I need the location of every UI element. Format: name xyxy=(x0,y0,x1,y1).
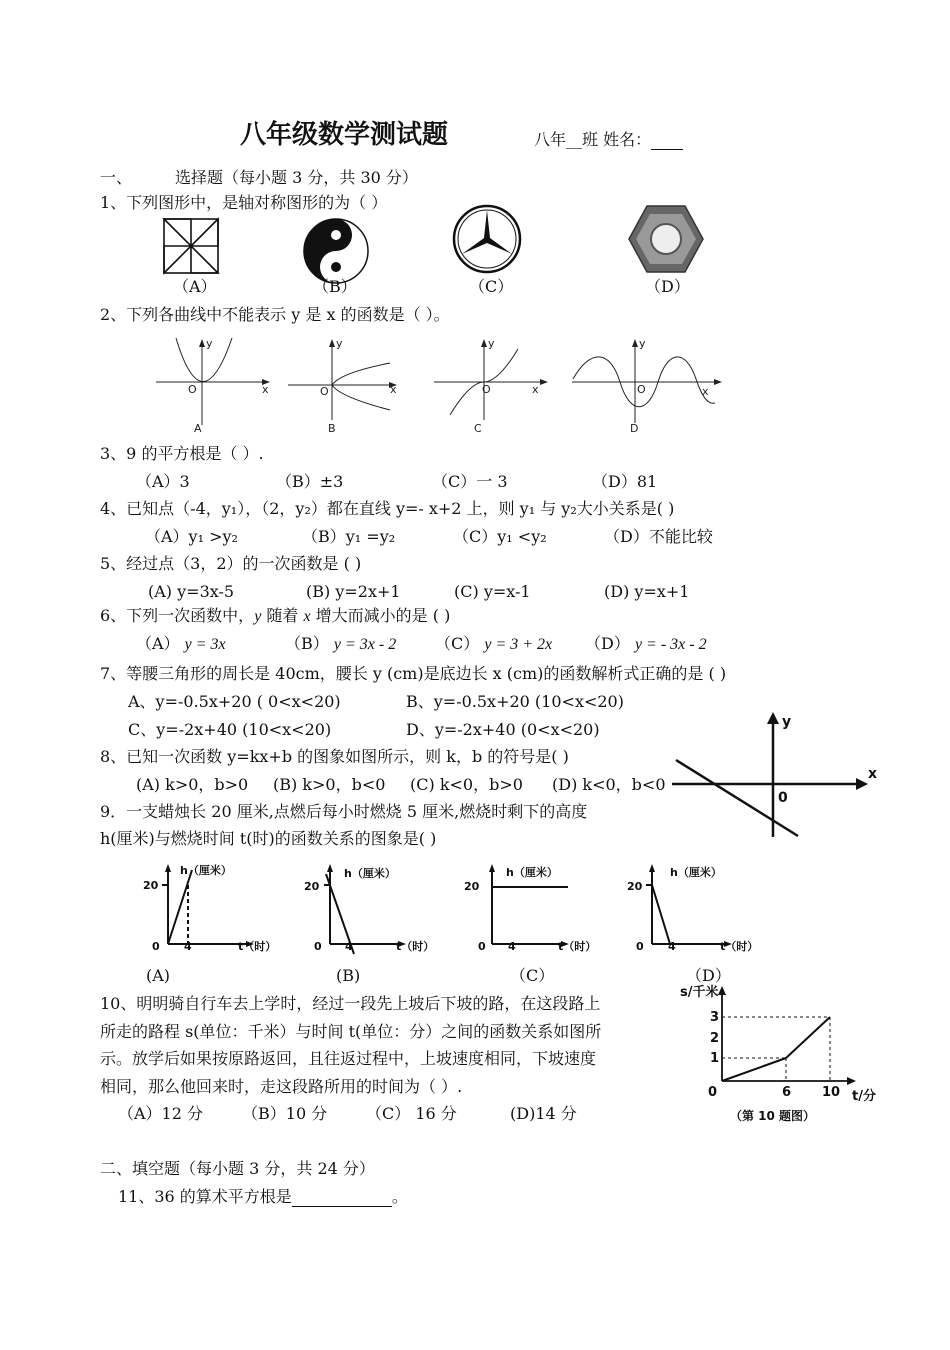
pinwheel-figure xyxy=(163,218,219,274)
svg-text:O: O xyxy=(188,383,197,396)
svg-text:0: 0 xyxy=(636,940,644,953)
svg-text:D: D xyxy=(630,422,639,435)
q5-option-a: (A) y=3x-5 xyxy=(148,582,235,601)
q2-text: 2、下列各曲线中不能表示 y 是 x 的函数是（ ）。 xyxy=(100,305,450,324)
svg-text:x: x xyxy=(868,766,878,782)
svg-text:0: 0 xyxy=(708,1085,718,1100)
q10-option-a: （A）12 分 xyxy=(118,1104,204,1123)
q4-text: 4、已知点（-4，y₁），（2，y₂）都在直线 y=- x+2 上，则 y₁ 与 y₂大小关系是( ) xyxy=(100,499,675,518)
q3-option-b: （B）±3 xyxy=(276,472,344,491)
section1-number: 一、 xyxy=(100,168,133,187)
svg-text:t（时）: t（时） xyxy=(558,940,597,953)
svg-text:h（厘米）: h（厘米） xyxy=(506,866,558,879)
q4-option-a: （A）y₁ >y₂ xyxy=(145,527,238,546)
q5-option-b: (B) y=2x+1 xyxy=(306,582,401,601)
svg-text:x: x xyxy=(262,383,269,396)
svg-text:4: 4 xyxy=(508,940,516,953)
q10-option-d: (D)14 分 xyxy=(510,1104,577,1123)
svg-text:20: 20 xyxy=(464,880,480,893)
svg-text:2: 2 xyxy=(710,1031,720,1046)
q10-line2: 所走的路程 s(单位：千米）与时间 t(单位：分）之间的函数关系如图所 xyxy=(100,1022,602,1041)
svg-text:0: 0 xyxy=(314,940,322,953)
svg-text:B: B xyxy=(328,422,336,435)
svg-text:6: 6 xyxy=(782,1085,792,1100)
q6-option-a: （A） y = 3x xyxy=(136,634,226,653)
svg-text:C: C xyxy=(474,422,482,435)
class-name-field: 八年__班 姓名： xyxy=(534,130,683,150)
svg-text:0: 0 xyxy=(778,790,788,806)
q8-option-a: (A) k>0，b>0 xyxy=(136,775,249,794)
q9-option-d: （D） xyxy=(686,966,731,985)
q11-text: 11、36 的算术平方根是 。 xyxy=(118,1187,408,1206)
q10-line3: 示。放学后如果按原路返回，且往返过程中，上坡速度相同，下坡速度 xyxy=(100,1049,597,1068)
svg-text:y: y xyxy=(336,337,343,350)
svg-text:x: x xyxy=(702,385,709,398)
svg-text:（第 10 题图）: （第 10 题图） xyxy=(730,1109,816,1123)
q7-option-b: B、y=-0.5x+20 (10<x<20) xyxy=(406,692,624,711)
q1-option-a: （A） xyxy=(173,277,217,296)
svg-text:t（时）: t（时） xyxy=(720,940,759,953)
q10-line1: 10、明明骑自行车去上学时，经过一段先上坡后下坡的路，在这段路上 xyxy=(100,994,601,1013)
svg-text:y: y xyxy=(782,714,792,730)
q9-option-b: (B) xyxy=(336,966,361,985)
q10-distance-time-graph xyxy=(680,984,890,1129)
q5-option-c: (C) y=x-1 xyxy=(454,582,531,601)
q6-text: 6、下列一次函数中，y 随着 x 增大而减小的是 ( ) xyxy=(100,606,451,625)
q3-option-c: （C）一 3 xyxy=(432,472,508,491)
q9-graphs xyxy=(140,862,780,962)
q2-curve-graphs xyxy=(150,335,730,440)
q3-text: 3、9 的平方根是（ ）. xyxy=(100,444,264,463)
q8-option-b: (B) k>0，b<0 xyxy=(273,775,386,794)
svg-text:20: 20 xyxy=(627,880,643,893)
svg-text:20: 20 xyxy=(304,880,320,893)
page-title: 八年级数学测试题 xyxy=(240,120,449,150)
q3-option-a: （A）3 xyxy=(136,472,190,491)
section2-heading: 二、填空题（每小题 3 分，共 24 分） xyxy=(100,1159,375,1178)
q7-text: 7、等腰三角形的周长是 40cm，腰长 y (cm)是底边长 x (cm)的函数解析式正确的是 ( ) xyxy=(100,664,727,683)
svg-text:t/分: t/分 xyxy=(852,1089,876,1104)
star-emblem-figure xyxy=(452,204,522,274)
yin-yang-figure xyxy=(303,218,369,284)
svg-text:4: 4 xyxy=(345,940,353,953)
q6-option-c: （C） y = 3 + 2x xyxy=(435,634,553,653)
q8-line-graph xyxy=(672,712,882,842)
svg-text:O: O xyxy=(320,385,329,398)
q10-line4: 相同，那么他回来时，走这段路所用的时间为（ ）. xyxy=(100,1077,463,1096)
svg-text:3: 3 xyxy=(710,1010,720,1025)
q4-option-d: （D）不能比较 xyxy=(604,527,713,546)
svg-text:10: 10 xyxy=(822,1085,841,1100)
q1-option-b: （B） xyxy=(313,277,357,296)
section1-heading: 选择题（每小题 3 分，共 30 分） xyxy=(175,168,418,187)
q1-option-d: （D） xyxy=(645,277,690,296)
svg-text:h（厘米）: h（厘米） xyxy=(344,867,396,880)
svg-text:s/千米: s/千米 xyxy=(680,985,719,1000)
q7-option-d: D、y=-2x+40 (0<x<20) xyxy=(406,720,600,739)
svg-text:t（时）: t（时） xyxy=(396,940,435,953)
svg-text:A: A xyxy=(194,422,202,435)
q7-option-a: A、y=-0.5x+20 ( 0<x<20) xyxy=(128,692,341,711)
svg-text:0: 0 xyxy=(152,940,160,953)
q5-text: 5、经过点（3，2）的一次函数是 ( ) xyxy=(100,554,362,573)
svg-text:O: O xyxy=(482,383,491,396)
svg-text:h（厘米）: h（厘米） xyxy=(670,866,722,879)
svg-text:20: 20 xyxy=(143,879,159,892)
svg-text:x: x xyxy=(390,383,397,396)
svg-text:4: 4 xyxy=(184,940,192,953)
svg-text:y: y xyxy=(488,337,495,350)
q10-option-b: （B）10 分 xyxy=(242,1104,328,1123)
q11-answer-blank[interactable] xyxy=(292,1187,392,1207)
q8-option-c: (C) k<0，b>0 xyxy=(410,775,523,794)
q9-option-a: (A) xyxy=(146,966,171,985)
q1-option-c: （C） xyxy=(469,277,514,296)
q9-line1: 9．一支蜡烛长 20 厘米,点燃后每小时燃烧 5 厘米,燃烧时剩下的高度 xyxy=(100,802,588,821)
hexagon-figure xyxy=(628,204,704,274)
svg-text:t（时）: t（时） xyxy=(238,940,277,953)
svg-text:y: y xyxy=(639,337,646,350)
svg-text:O: O xyxy=(637,383,646,396)
svg-text:4: 4 xyxy=(668,940,676,953)
q4-option-b: （B）y₁ =y₂ xyxy=(302,527,396,546)
q6-option-b: （B） y = 3x - 2 xyxy=(285,634,397,653)
q8-text: 8、已知一次函数 y=kx+b 的图象如图所示，则 k，b 的符号是( ) xyxy=(100,747,569,766)
svg-text:1: 1 xyxy=(710,1051,720,1066)
q3-option-d: （D）81 xyxy=(592,472,658,491)
q7-option-c: C、y=-2x+40 (10<x<20) xyxy=(128,720,332,739)
q9-line2: h(厘米)与燃烧时间 t(时)的函数关系的图象是( ) xyxy=(100,829,437,848)
q6-option-d: （D） y = - 3x - 2 xyxy=(585,634,707,653)
svg-text:x: x xyxy=(532,383,539,396)
q9-option-c: （C） xyxy=(510,966,555,985)
q5-option-d: (D) y=x+1 xyxy=(604,582,690,601)
svg-text:h（厘米）: h（厘米） xyxy=(180,864,232,877)
q8-option-d: (D) k<0，b<0 xyxy=(552,775,666,794)
svg-text:y: y xyxy=(206,337,213,350)
svg-text:0: 0 xyxy=(478,940,486,953)
q1-text: 1、下列图形中，是轴对称图形的为（ ） xyxy=(100,193,388,212)
q10-option-c: （C） 16 分 xyxy=(366,1104,457,1123)
q4-option-c: （C）y₁ <y₂ xyxy=(453,527,547,546)
